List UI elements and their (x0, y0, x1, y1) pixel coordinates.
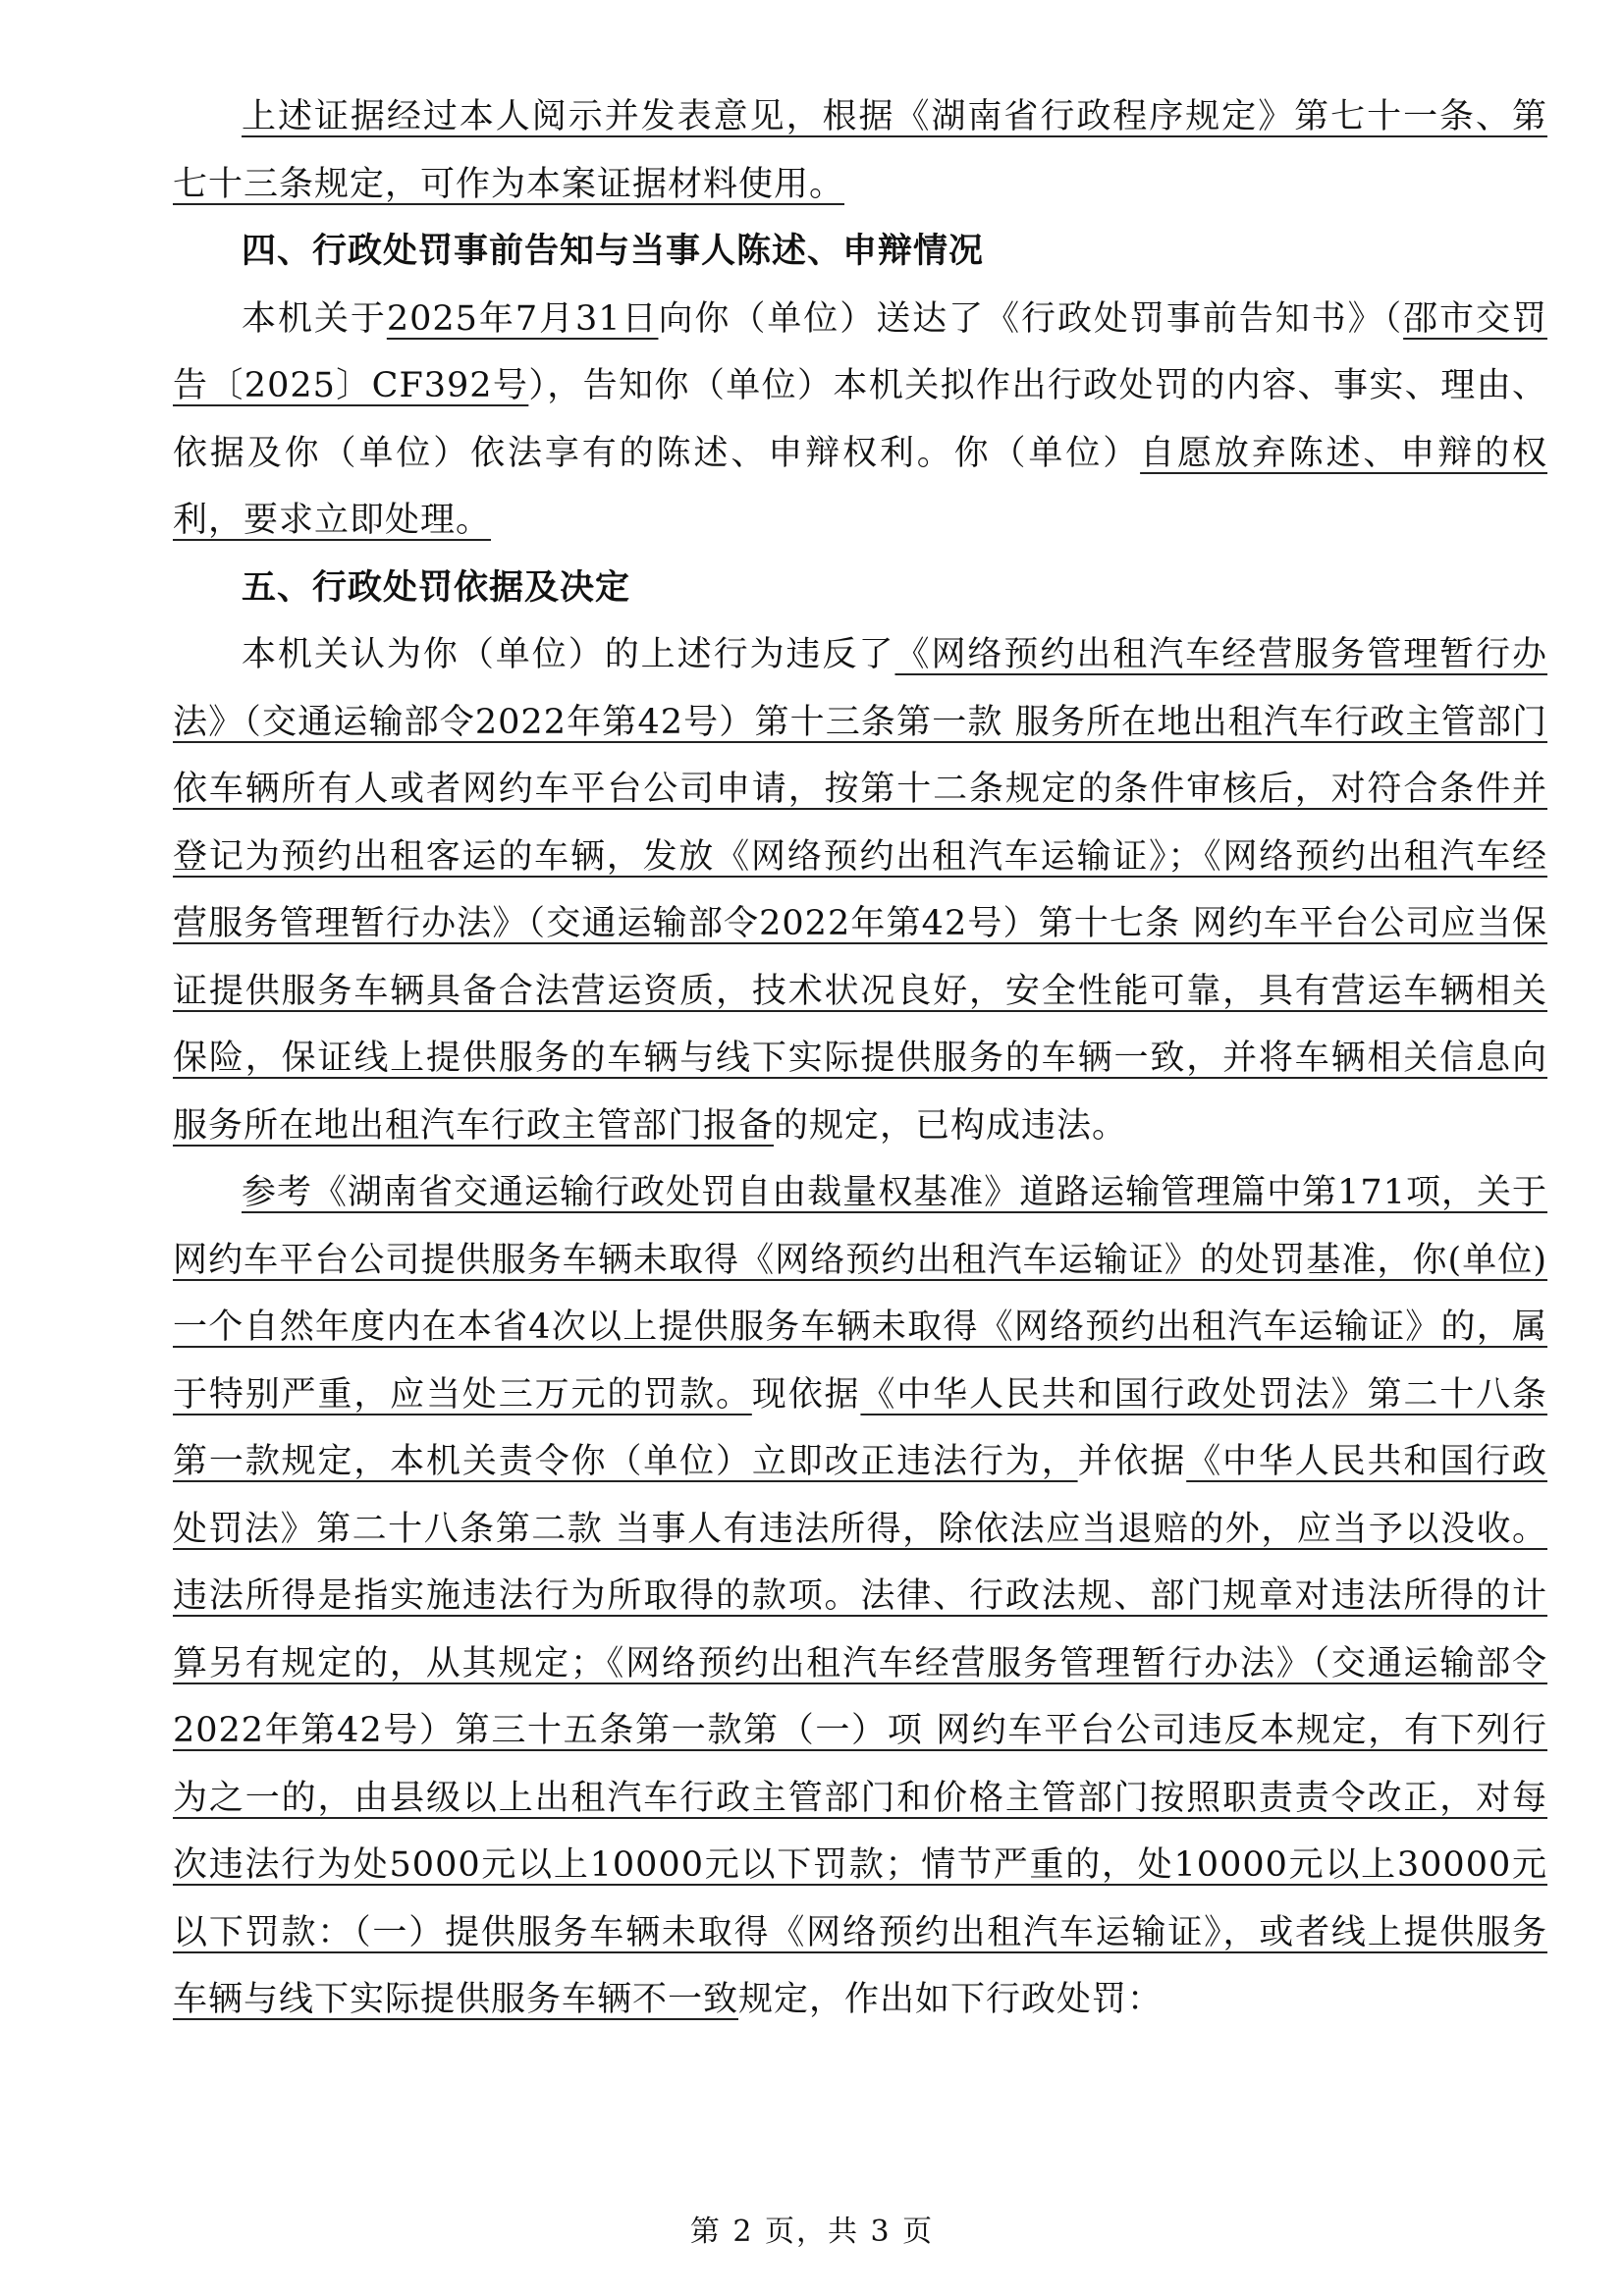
violation-basis-paragraph (173, 621, 1547, 1159)
discretion-standard: 参考《湖南省交通运输行政处罚自由裁量权基准》道路运输管理篇中第171项，关于网约车平台公司提供服务车辆未取得《网络预约出租汽车运输证》的处罚基准，你(单位)一个自然年度内在本省4次以上提供服务车辆未取得《网络预约出租汽车运输证》的，属于特别严重，应当处三万元的罚款。 (173, 1173, 1547, 1415)
evidence-conclusion-text: 上述证据经过本人阅示并发表意见，根据《湖南省行政程序规定》第七十一条、第七十三条规定，可作为本案证据材料使用。 (173, 97, 1547, 204)
waiver-statement: 自愿放弃陈述、申辩的权利，要求立即处理。 (173, 433, 1547, 540)
penalty-decision-paragraph (173, 1159, 1547, 2034)
penalty-text-a: 现依据 (751, 1374, 861, 1415)
prior-notice-text-a: 本机关于 (242, 298, 387, 339)
page-number-footer: 第 2 页，共 3 页 (689, 2215, 935, 2249)
violation-basis-text-a: 本机关认为你（单位）的上述行为违反了 (242, 635, 895, 674)
violation-basis-text-b: 的规定，已构成违法。 (774, 1105, 1128, 1146)
section-5-heading: 五、行政处罚依据及决定 (242, 566, 631, 608)
penalty-text-b: 并依据 (1077, 1442, 1187, 1481)
notice-date: 2025年7月31日 (386, 298, 659, 339)
violated-provisions: 《网络预约出租汽车经营服务管理暂行办法》（交通运输部令2022年第42号）第十三条第一款 服务所在地出租汽车行政主管部门依车辆所有人或者网约车平台公司申请，按第十二条规定的条件审核后，对符合条件并登记为预约出租客运的车辆，发放《网络预约出租汽车运输证》；《网络预约出租汽车经营服务管理暂行办法》（交通运输部令2022年第42号）第十七条 网约车平台公司应当保证提供服务车辆具备合法营运资质，技术状况良好，安全性能可靠，具有营运车辆相关保险，保证线上提供服务的车辆与线下实际提供服务的车辆一致，并将车辆相关信息向服务所在地出租汽车行政主管部门报备 (173, 635, 1547, 1146)
penalty-text-c: 规定，作出如下行政处罚： (738, 1980, 1164, 2019)
evidence-conclusion-paragraph (173, 83, 1547, 218)
prior-notice-text-c: ），告知你（单位）本机关拟作出行政处罚的内容、事实、理由、依据及你（单位）依法享有的陈述、申辩权利。你（单位） (173, 366, 1547, 473)
notice-document-number: 邵市交罚告〔2025〕CF392号 (173, 298, 1547, 405)
section-4-heading: 四、行政处罚事前告知与当事人陈述、申辩情况 (242, 231, 985, 271)
penalty-legal-basis: 《中华人民共和国行政处罚法》第二十八条第二款 当事人有违法所得，除依法应当退赔的外，应当予以没收。违法所得是指实施违法行为所取得的款项。法律、行政法规、部门规章对违法所得的计算另有规定的，从其规定；《网络预约出租汽车经营服务管理暂行办法》（交通运输部令2022年第42号）第三十五条第一款第（一）项 网约车平台公司违反本规定，有下列行为之一的，由县级以上出租汽车行政主管部门和价格主管部门按照职责责令改正，对每次违法行为处5000元以上10000元以下罚款；情节严重的，处10000元以上30000元以下罚款：（一）提供服务车辆未取得《网络预约出租汽车运输证》，或者线上提供服务车辆与线下实际提供服务车辆不一致 (173, 1442, 1547, 2019)
correction-order-basis: 《中华人民共和国行政处罚法》第二十八条第一款规定，本机关责令你（单位）立即改正违法行为， (173, 1374, 1547, 1481)
prior-notice-text-b: 向你（单位）送达了《行政处罚事前告知书》（ (658, 298, 1404, 339)
prior-notice-paragraph (173, 286, 1547, 555)
document-body (173, 83, 1547, 2034)
